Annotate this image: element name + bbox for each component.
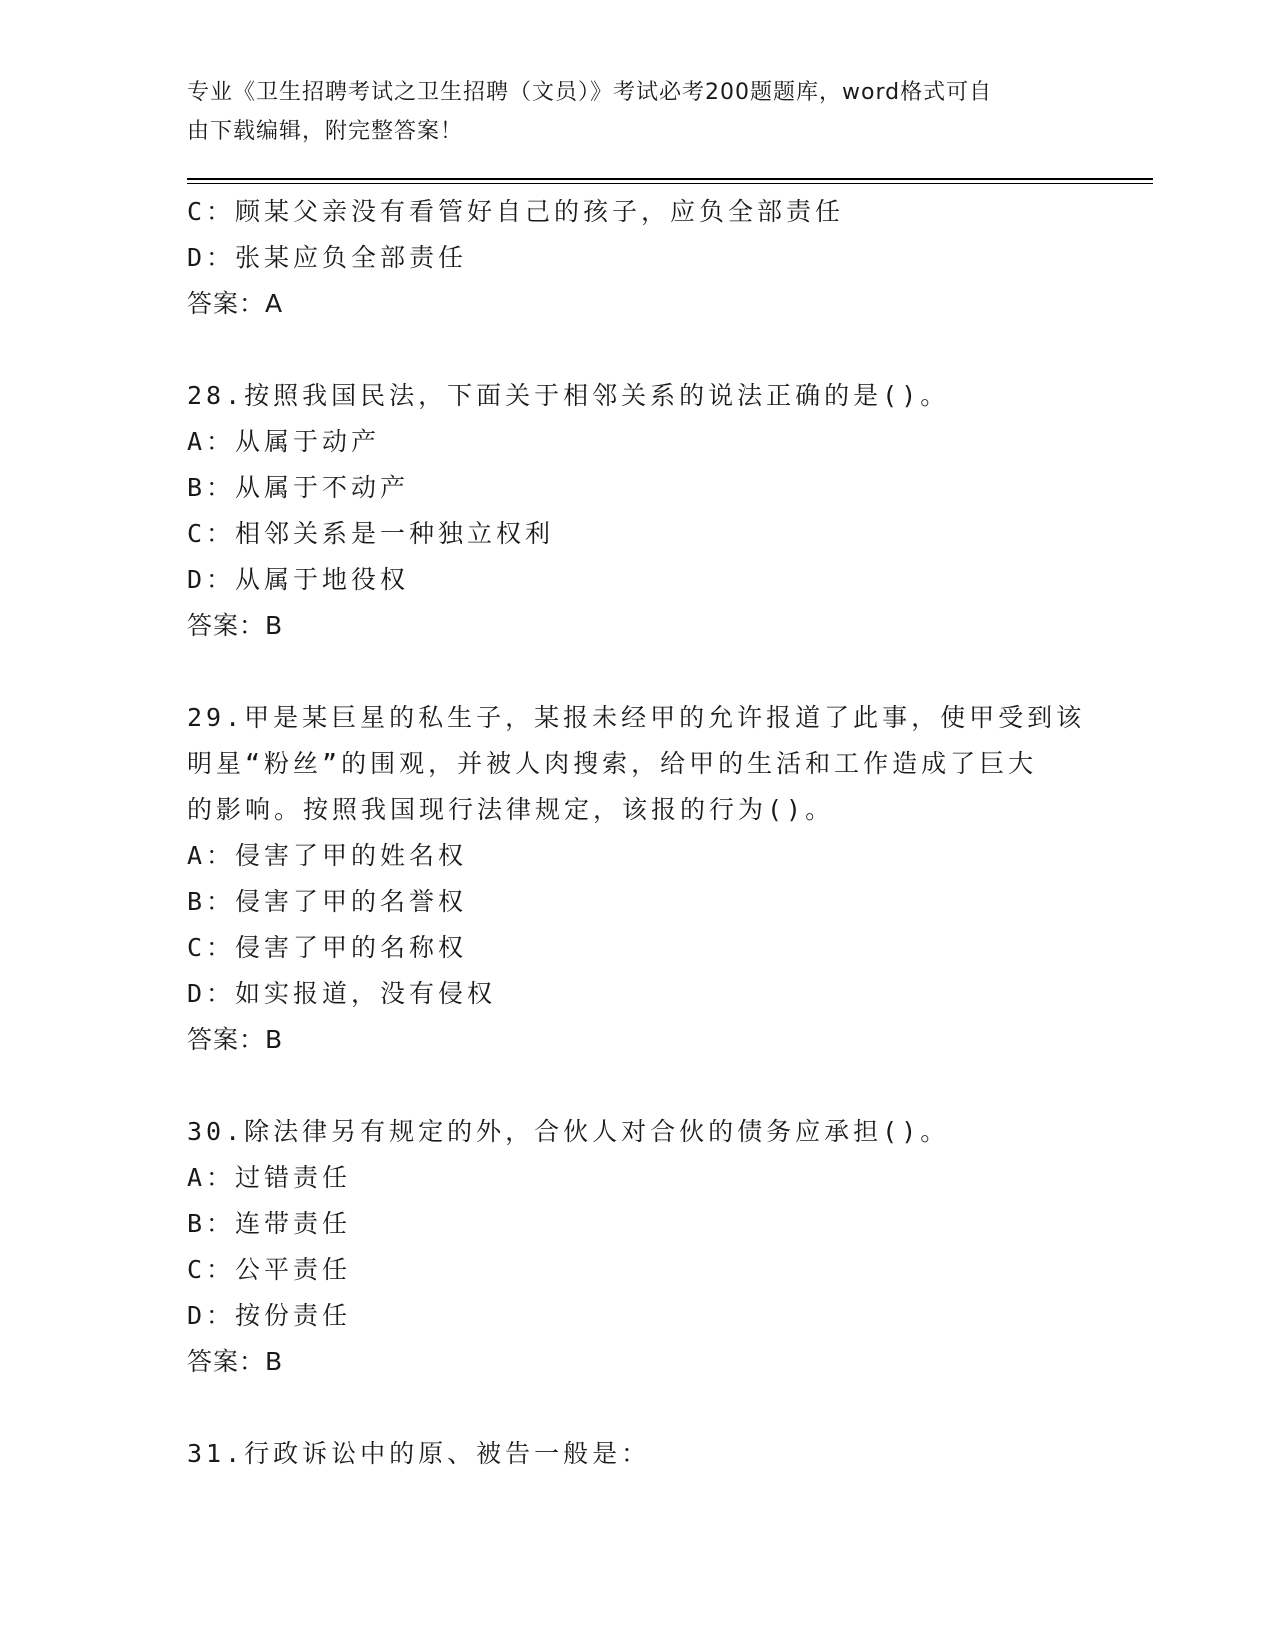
answer-line: 答案：B	[187, 1025, 284, 1054]
option-a: A：过错责任	[187, 1163, 352, 1192]
option-c: C：公平责任	[187, 1255, 352, 1284]
header-rule-thick	[187, 178, 1153, 180]
option-c: C：顾某父亲没有看管好自己的孩子，应负全部责任	[187, 197, 845, 226]
spacer	[187, 1385, 1087, 1431]
header-rule-thin	[187, 183, 1153, 184]
spacer	[187, 327, 1087, 373]
question-stem: 28.按照我国民法，下面关于相邻关系的说法正确的是()。	[187, 381, 950, 410]
question-block-29	[187, 695, 1087, 1063]
question-stem: 31.行政诉讼中的原、被告一般是：	[187, 1439, 651, 1468]
option-a: A：侵害了甲的姓名权	[187, 841, 468, 870]
option-a: A：从属于动产	[187, 427, 381, 456]
question-stem: 明星“粉丝”的围观，并被人肉搜索，给甲的生活和工作造成了巨大	[187, 749, 1038, 778]
option-b: B：侵害了甲的名誉权	[187, 887, 468, 916]
question-stem: 的影响。按照我国现行法律规定，该报的行为()。	[187, 795, 835, 824]
question-block-prev	[187, 189, 1087, 327]
question-list	[187, 189, 1087, 1477]
question-block-31	[187, 1431, 1087, 1477]
option-c: C：相邻关系是一种独立权利	[187, 519, 555, 548]
option-d: D：按份责任	[187, 1301, 352, 1330]
document-header	[187, 73, 1067, 151]
option-b: B：连带责任	[187, 1209, 352, 1238]
option-d: D：张某应负全部责任	[187, 243, 468, 272]
question-block-30	[187, 1109, 1087, 1385]
option-b: B：从属于不动产	[187, 473, 410, 502]
question-block-28	[187, 373, 1087, 649]
option-d: D：从属于地役权	[187, 565, 410, 594]
option-d: D：如实报道，没有侵权	[187, 979, 497, 1008]
spacer	[187, 649, 1087, 695]
option-c: C：侵害了甲的名称权	[187, 933, 468, 962]
answer-line: 答案：A	[187, 289, 284, 318]
header-line-2: 由下载编辑，附完整答案！	[187, 119, 464, 144]
question-stem: 30.除法律另有规定的外，合伙人对合伙的债务应承担()。	[187, 1117, 950, 1146]
question-stem: 29.甲是某巨星的私生子，某报未经甲的允许报道了此事，使甲受到该	[187, 703, 1086, 732]
answer-line: 答案：B	[187, 1347, 284, 1376]
answer-line: 答案：B	[187, 611, 284, 640]
header-line-1: 专业《卫生招聘考试之卫生招聘（文员）》考试必考200题题库，word格式可自	[187, 80, 993, 105]
spacer	[187, 1063, 1087, 1109]
